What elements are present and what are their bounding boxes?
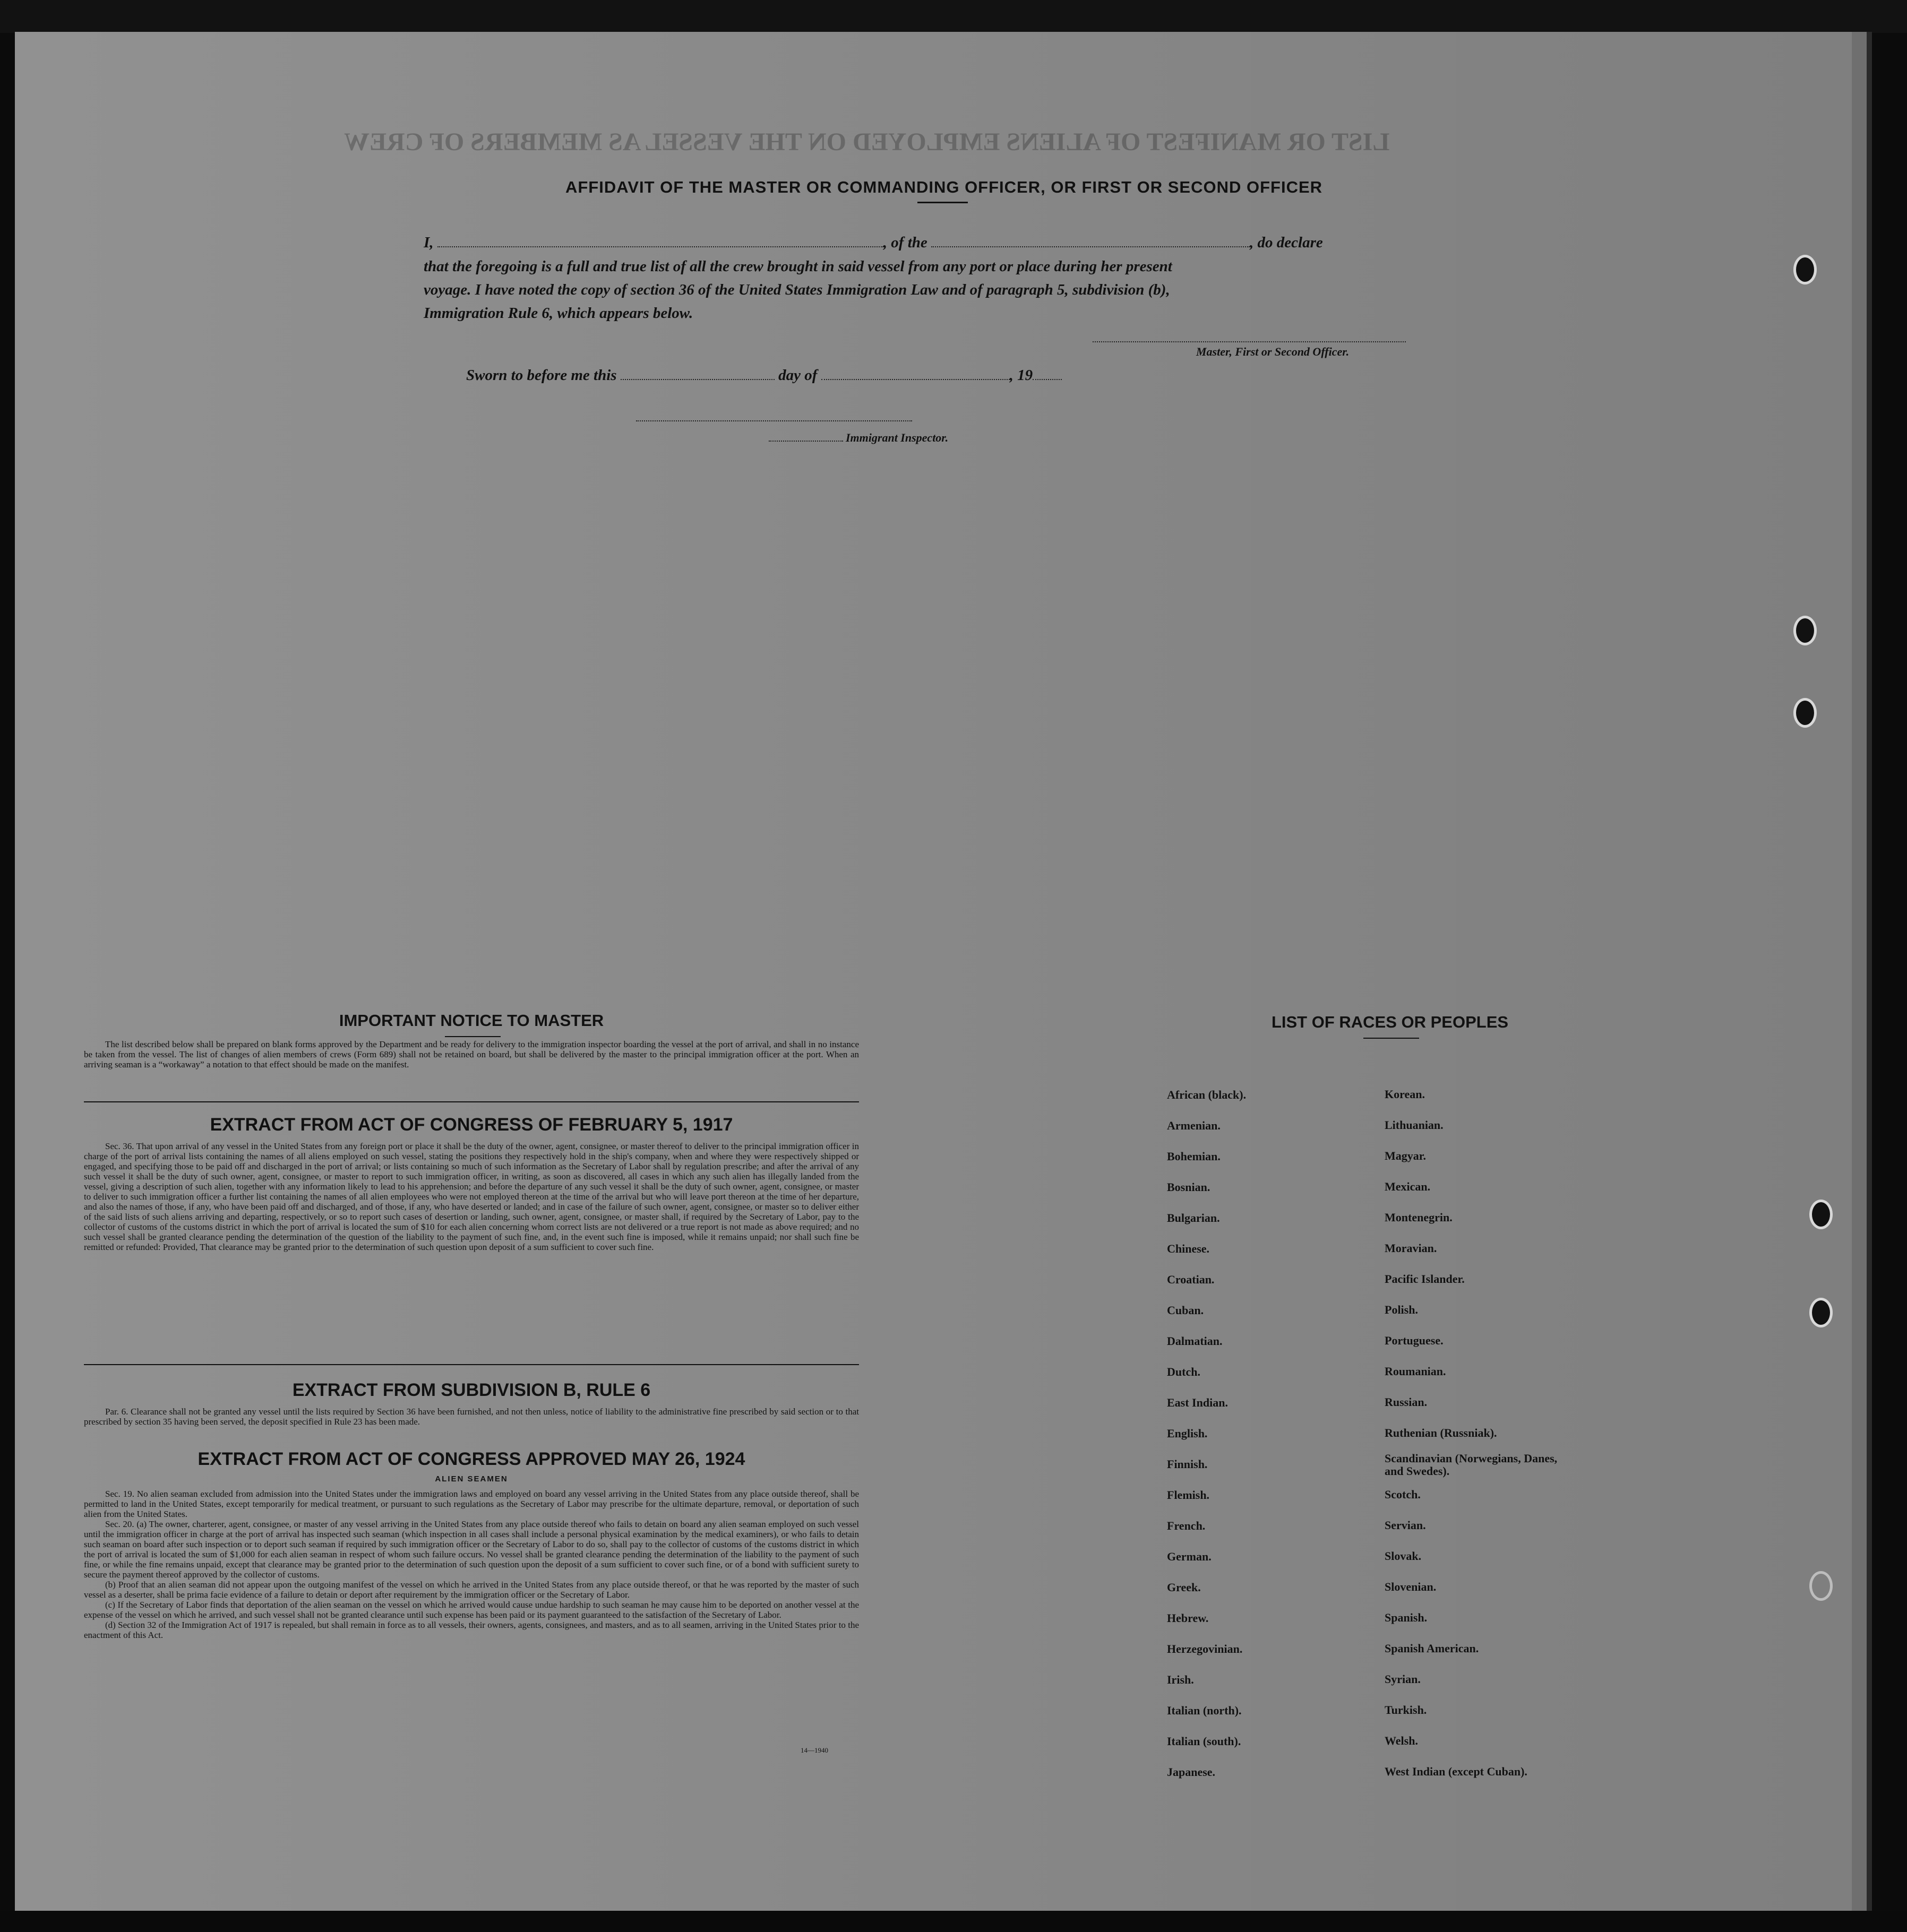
extract-1917-title: EXTRACT FROM ACT OF CONGRESS OF FEBRUARY 5, 1917 — [210, 1115, 733, 1135]
extract-1917-body: Sec. 36. That upon arrival of any vessel in the United States from any foreign port or place it shall be the duty of the owner, agent, consignee, or master thereof to deliver to the principal immigration officer in charge of the port of arrival lists containing the names of all aliens employed on such vessel, stating the positions they respectively hold in the ship's company, when and where they were respectively shipped or engaged, and specifying those to be paid off and discharged in the port of arrival; or lists containing so much of such information as the Secretary of Labor shall by regulation prescribe; and after the arrival of any such vessel it shall be the duty of such owner, agent, consignee, or master to report to such immigration officer, in writing, as soon as discovered, all cases in which any such alien has illegally landed from the vessel, giving a description of such alien, together with any information likely to lead to his apprehension; and before the departure of any such vessel it shall be the duty of such owner, agent, consignee, or master to deliver to such immigration officer a further list containing the names of all alien employees who were not employed thereon at the time of the arrival but who will leave port thereon at the time of her departure, and also the names of those, if any, who have been paid off and discharged, and of those, if any, who have deserted or landed; and in case of the failure of such owner, agent, consignee, or master so to deliver either of the said lists of such aliens arriving and departing, respectively, or so to report such cases of desertion or landing, such owner, agent, consignee, or master shall, if required by the Secretary of Labor, pay to the collector of customs of the customs district in which the port of arrival is located the sum of $10 for each alien concerning whom correct lists are not delivered or a true report is not made as above required; and no such vessel shall be granted clearance pending the determination of the question of the liability to the payment of such fine, and, in the event such fine is imposed, while it remains unpaid; nor shall such fine be remitted or refunded: Provided, That clearance may be granted prior to the determination of such question upon deposit of a sum sufficient to cover such fine. — [84, 1141, 859, 1252]
name-blank[interactable] — [437, 234, 883, 247]
race-item: Chinese. — [1167, 1242, 1210, 1255]
race-item: Dalmatian. — [1167, 1334, 1223, 1348]
race-item: African (black). — [1167, 1088, 1247, 1101]
sworn-line — [466, 364, 1209, 387]
race-item: Spanish American. — [1385, 1642, 1479, 1655]
rule6-body: Par. 6. Clearance shall not be granted any vessel until the lists required by Section 36 have been furnished, and not then unless, notice of liability to the administrative fine prescribed by said section or to that prescribed by section 35 having been served, the deposit specified in Rule 23 has been made. — [84, 1407, 859, 1427]
race-item: West Indian (except Cuban). — [1385, 1765, 1527, 1778]
section-20a: Sec. 20. (a) The owner, charterer, agent, consignee, or master of any vessel arriving in the United States from any place outside thereof who fails to detain on board any alien seaman employed on such vessel until the immigration officer in charge at the port of arrival has inspected such seaman (which inspection in all cases shall include a personal physical examination by the medical examiners), or who fails to detain such seaman on board after such inspection or to deport such seaman if required by such immigration officer or the Secretary of Labor to do so, shall pay to the collector of customs of the customs district in which the port of arrival is located the sum of $1,000 for each alien seaman in respect of whom such failure occurs. No vessel shall be granted clearance pending the determination of the liability to the payment of such fine, or while the fine remains unpaid, except that clearance may be granted prior to the determination of such question upon the deposit of a sum sufficient to cover such fine, or of a bond with sufficient surety to secure the payment thereof approved by the collector of customs. — [84, 1519, 859, 1580]
divider — [917, 202, 968, 203]
race-item: Montenegrin. — [1385, 1211, 1453, 1224]
affidavit-line-2: that the foregoing is a full and true list of all the crew brought in said vessel from any port or place during her present — [424, 258, 1172, 275]
race-item: Scotch. — [1385, 1488, 1421, 1501]
race-item: Korean. — [1385, 1088, 1425, 1101]
race-item: Italian (north). — [1167, 1704, 1242, 1717]
section-20d: (d) Section 32 of the Immigration Act of 1917 is repealed, but shall remain in force as to all vessels, their owners, agents, consignees, and masters, and as to all seamen, arriving in the United States prior to the enactment of this Act. — [84, 1620, 859, 1640]
rule6-title: EXTRACT FROM SUBDIVISION B, RULE 6 — [292, 1380, 651, 1400]
notice-body: The list described below shall be prepared on blank forms approved by the Department and be ready for delivery to the immigration inspector boarding the vessel at the port of arrival, and shall in no instance be taken from the vessel. The list of changes of alien members of crews (Form 689) shall not be retained on board, but shall be delivered by the master to the principal immigration officer at the port. When an arriving seaman is a “workaway” a notation to that effect should be made on the manifest. — [84, 1039, 859, 1070]
race-item: Bulgarian. — [1167, 1211, 1220, 1224]
race-item: Turkish. — [1385, 1703, 1427, 1717]
divider — [84, 1101, 859, 1102]
race-item: Irish. — [1167, 1673, 1194, 1686]
race-item: French. — [1167, 1519, 1206, 1532]
affidavit-line-3: voyage. I have noted the copy of section 36 of the United States Immigration Law and of paragraph 5, subdivision (b), — [424, 281, 1170, 298]
race-item: Portuguese. — [1385, 1334, 1444, 1347]
divider — [445, 1036, 501, 1037]
race-item: Armenian. — [1167, 1119, 1221, 1132]
sworn-year: , 19 — [1009, 367, 1033, 384]
punch-hole — [1793, 616, 1817, 645]
race-item: Spanish. — [1385, 1611, 1428, 1624]
vessel-blank[interactable] — [931, 234, 1250, 247]
race-item: Japanese. — [1167, 1765, 1216, 1779]
race-item: Pacific Islander. — [1385, 1272, 1465, 1286]
affidavit-of-the: , of the — [883, 234, 927, 251]
sworn-month-blank[interactable] — [821, 366, 1010, 380]
race-item: English. — [1167, 1427, 1208, 1440]
race-item: Greek. — [1167, 1581, 1201, 1594]
page-edge-shadow — [1867, 32, 1872, 1911]
affidavit-i: I, — [424, 234, 434, 251]
punch-hole — [1809, 1298, 1833, 1327]
race-item: Bosnian. — [1167, 1180, 1210, 1194]
race-item: Herzegovinian. — [1167, 1642, 1243, 1655]
race-item: Scandinavian (Norwegians, Danes, and Swedes). — [1385, 1452, 1558, 1478]
punch-hole — [1809, 1571, 1833, 1601]
race-item: Roumanian. — [1385, 1365, 1446, 1378]
race-item: Finnish. — [1167, 1457, 1208, 1471]
section-20b: (b) Proof that an alien seaman did not appear upon the outgoing manifest of the vessel on which he arrived in the United States from any place outside thereof, or that he was reported by the master of such vessel as a deserter, shall be prima facie evidence of a failure to detain or deport after requirement by the immigration officer or the Secretary of Labor. — [84, 1580, 859, 1600]
affidavit-line-1 — [424, 231, 1459, 254]
sworn-day-of: day of — [778, 367, 818, 384]
race-item: Servian. — [1385, 1519, 1426, 1532]
race-item: Slovak. — [1385, 1549, 1422, 1563]
notice-title: IMPORTANT NOTICE TO MASTER — [339, 1011, 604, 1030]
race-item: Slovenian. — [1385, 1580, 1437, 1593]
sworn-prefix: Sworn to before me this — [466, 367, 617, 384]
divider — [84, 1364, 859, 1365]
scan-bottom-border — [0, 1911, 1907, 1932]
race-item: Syrian. — [1385, 1672, 1421, 1686]
race-item: Italian (south). — [1167, 1735, 1241, 1748]
extract-1924-subtitle: ALIEN SEAMEN — [435, 1474, 508, 1484]
race-item: Ruthenian (Russniak). — [1385, 1426, 1497, 1439]
master-signature-label: Master, First or Second Officer. — [1196, 345, 1350, 358]
affidavit-line-4: Immigration Rule 6, which appears below. — [424, 305, 693, 322]
inspector-signature-line[interactable] — [636, 420, 912, 421]
sworn-day-blank[interactable] — [621, 366, 775, 380]
affidavit-title: AFFIDAVIT OF THE MASTER OR COMMANDING OFFICER, OR FIRST OR SECOND OFFICER — [565, 178, 1323, 196]
scan-top-border — [0, 0, 1907, 33]
page-edge — [1852, 32, 1867, 1911]
master-signature-line[interactable] — [1093, 341, 1406, 342]
race-item: Welsh. — [1385, 1734, 1418, 1747]
punch-hole — [1809, 1200, 1833, 1229]
divider — [1363, 1038, 1419, 1039]
inspector-label: Immigrant Inspector. — [846, 431, 949, 444]
form-number: 14—1940 — [801, 1746, 828, 1754]
race-item: Mexican. — [1385, 1180, 1431, 1193]
race-item: East Indian. — [1167, 1396, 1228, 1409]
race-item: Magyar. — [1385, 1149, 1427, 1162]
races-title: LIST OF RACES OR PEOPLES — [1271, 1013, 1509, 1031]
extract-1924-body — [84, 1489, 859, 1640]
section-20c: (c) If the Secretary of Labor finds that deportation of the alien seaman on the vessel on which he arrived would cause undue hardship to such seaman he may cause him to be deported on another vessel at the expense of the vessel on which he arrived, and such vessel shall not be granted clearance until such expense has been paid or its payment guaranteed to the satisfaction of the Secretary of Labor. — [84, 1600, 859, 1620]
race-item: German. — [1167, 1550, 1212, 1563]
sworn-year-blank[interactable] — [1033, 366, 1062, 380]
race-item: Russian. — [1385, 1395, 1428, 1409]
race-item: Lithuanian. — [1385, 1118, 1444, 1132]
race-item: Dutch. — [1167, 1365, 1200, 1378]
race-item: Moravian. — [1385, 1241, 1437, 1255]
section-19: Sec. 19. No alien seaman excluded from admission into the United States under the immigration laws and employed on board any vessel arriving in the United States from any place outside thereof, shall be permitted to land in the United States, except temporarily for medical treatment, or pursuant to such regulations as the Secretary of Labor may prescribe for the ultimate departure, removal, or deportation of such alien from the United States. — [84, 1489, 859, 1519]
affidavit-declare: , do declare — [1250, 234, 1323, 251]
punch-hole — [1793, 698, 1817, 728]
inspector-signature-line-short[interactable] — [769, 441, 843, 442]
race-item: Croatian. — [1167, 1273, 1215, 1286]
punch-hole — [1793, 255, 1817, 284]
bleed-through-title: LIST OR MANIFEST OF ALIENS EMPLOYED ON THE VESSEL AS MEMBERS OF CREW — [344, 128, 1390, 156]
race-item: Hebrew. — [1167, 1611, 1209, 1625]
race-item: Cuban. — [1167, 1304, 1204, 1317]
document-page — [15, 32, 1852, 1911]
race-item: Bohemian. — [1167, 1150, 1221, 1163]
race-item: Polish. — [1385, 1303, 1418, 1316]
race-item: Flemish. — [1167, 1488, 1210, 1502]
extract-1924-title: EXTRACT FROM ACT OF CONGRESS APPROVED MAY 26, 1924 — [197, 1449, 745, 1469]
